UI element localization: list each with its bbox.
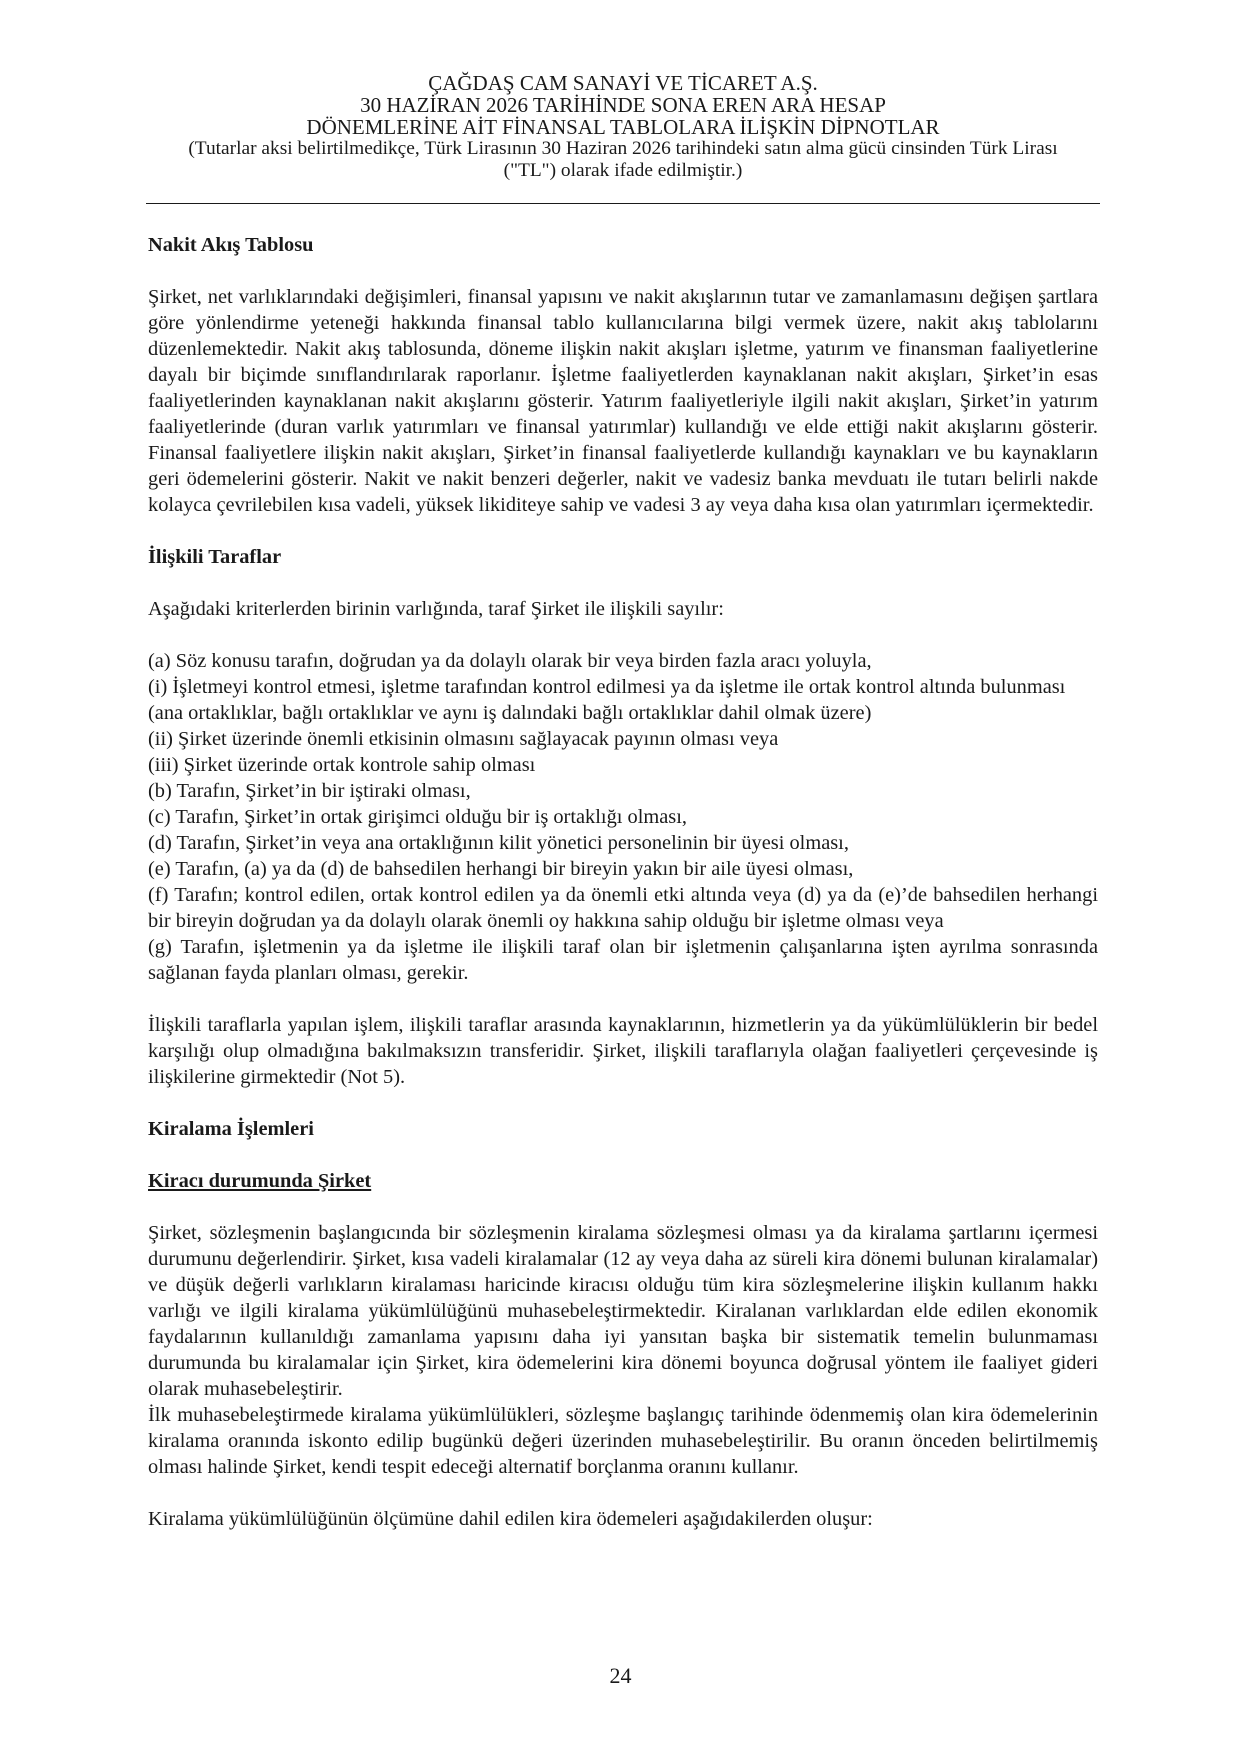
document-body [148, 232, 1098, 1532]
section-heading-leasing: Kiralama İşlemleri [148, 1118, 314, 1140]
list-item: (f) Tarafın; kontrol edilen, ortak kontrol edilen ya da önemli etki altında veya (d) ya da (e)’de bahsedilen herhangi bir bireyin doğrudan ya da dolaylı olarak önemli oy hakkına sahip olduğu bir işletme olması veya [148, 884, 1098, 932]
leasing-paragraph-3: Kiralama yükümlülüğünün ölçümüne dahil edilen kira ödemeleri aşağıdakilerden oluşur: [148, 1508, 873, 1530]
header-company-name: ÇAĞDAŞ CAM SANAYİ VE TİCARET A.Ş. [428, 71, 818, 95]
related-parties-closing: İlişkili taraflarla yapılan işlem, ilişkili taraflar arasında kaynaklarının, hizmetlerin ya da yükümlülüklerin bir bedel karşılığı olup olmadığına bakılmaksızın transferidir. Şirket, ilişkili taraflarıyla olağan faaliyetleri çerçevesinde iş ilişkilerine girmektedir (Not 5). [148, 1014, 1098, 1088]
list-item: (a) Söz konusu tarafın, doğrudan ya da dolaylı olarak bir veya birden fazla aracı yoluyla, [148, 650, 872, 672]
header-title: DÖNEMLERİNE AİT FİNANSAL TABLOLARA İLİŞKİN DİPNOTLAR [306, 115, 940, 139]
related-parties-criteria-list [148, 648, 1098, 986]
cash-flow-paragraph: Şirket, net varlıklarındaki değişimleri, finansal yapısını ve nakit akışlarının tutar ve zamanlamasını değişen şartlara göre yönlendirme yeteneği hakkında finansal tablo kullanıcılarına bilgi vermek üzere, nakit akış tablolarını düzenlemektedir. Nakit akış tablosunda, döneme ilişkin nakit akışları işletme, yatırım ve finansman faaliyetlerine dayalı bir biçimde sınıflandırılarak raporlanır. İşletme faaliyetlerden kaynaklanan nakit akışları, Şirket’in esas faaliyetlerinden kaynaklanan nakit akışlarını gösterir. Yatırım faaliyetleriyle ilgili nakit akışları, Şirket’in yatırım faaliyetlerinde (duran varlık yatırımları ve finansal yatırımlar) kullandığı ve elde ettiği nakit akışlarını gösterir. Finansal faaliyetlere ilişkin nakit akışları, Şirket’in finansal faaliyetlerde kullandığı kaynakları ve bu kaynakların geri ödemelerini gösterir. Nakit ve nakit benzeri değerler, nakit ve vadesiz banka mevduatı ile tutarı belirli nakde kolayca çevrilebilen kısa vadeli, yüksek likiditeye sahip ve vadesi 3 ay veya daha kısa olan yatırımları içermektedir. [148, 286, 1098, 516]
header-rule [146, 203, 1100, 204]
page-number: 24 [609, 1663, 632, 1688]
header-period: 30 HAZİRAN 2026 TARİHİNDE SONA EREN ARA HESAP [360, 93, 886, 117]
list-item: (d) Tarafın, Şirket’in veya ana ortaklığının kilit yönetici personelinin bir üyesi olması, [148, 832, 849, 854]
document-header [146, 72, 1100, 182]
leasing-paragraph-1: Şirket, sözleşmenin başlangıcında bir sözleşmenin kiralama sözleşmesi olması ya da kiralama şartlarını içermesi durumunu değerlendirir. Şirket, kısa vadeli kiralamalar (12 ay veya daha az süreli kira dönemi bulunan kiralamalar) ve düşük değerli varlıkların kiralaması haricinde kiracısı olduğu tüm kira sözleşmelerine ilişkin kullanım hakkı varlığı ve ilgili kiralama yükümlülüğünü muhasebeleştirmektedir. Kiralanan varlıklardan elde edilen ekonomik faydalarının kullanıldığı zamanlama yapısını daha iyi yansıtan başka bir sistematik temelin bulunmaması durumunda bu kiralamalar için Şirket, kira ödemelerini kira dönemi boyunca doğrusal yöntem ile faaliyet gideri olarak muhasebeleştirir. [148, 1222, 1098, 1400]
list-item: (g) Tarafın, işletmenin ya da işletme ile ilişkili taraf olan bir işletmenin çalışanlarına işten ayrılma sonrasında sağlanan fayda planları olması, gerekir. [148, 936, 1098, 984]
section-heading-related-parties: İlişkili Taraflar [148, 546, 282, 568]
list-item: (i) İşletmeyi kontrol etmesi, işletme tarafından kontrol edilmesi ya da işletme ile ortak kontrol altında bulunması (ana ortaklıklar, bağlı ortaklıklar ve aynı iş dalındaki bağlı ortaklıklar dahil olmak üzere) [148, 676, 1066, 724]
header-currency-note: (Tutarlar aksi belirtilmedikçe, Türk Lirasının 30 Haziran 2026 tarihindeki satın alma gücü cinsinden Türk Lirası [188, 138, 1058, 159]
list-item: (ii) Şirket üzerinde önemli etkisinin olmasını sağlayacak payının olması veya [148, 728, 779, 750]
list-item: (c) Tarafın, Şirket’in ortak girişimci olduğu bir iş ortaklığı olması, [148, 806, 688, 828]
list-item: (e) Tarafın, (a) ya da (d) de bahsedilen herhangi bir bireyin yakın bir aile üyesi olması, [148, 858, 854, 880]
subheading-lessee: Kiracı durumunda Şirket [148, 1170, 372, 1192]
list-item: (b) Tarafın, Şirket’in bir iştiraki olması, [148, 780, 471, 802]
section-heading-cash-flow: Nakit Akış Tablosu [148, 234, 314, 256]
related-parties-intro: Aşağıdaki kriterlerden birinin varlığında, taraf Şirket ile ilişkili sayılır: [148, 598, 724, 620]
header-currency-note-cont: ("TL") olarak ifade edilmiştir.) [503, 160, 743, 181]
leasing-paragraph-2: İlk muhasebeleştirmede kiralama yükümlülükleri, sözleşme başlangıç tarihinde ödenmemiş olan kira ödemelerinin kiralama oranında iskonto edilip bugünkü değeri üzerinden muhasebeleştirilir. Bu oranın önceden belirtilmemiş olması halinde Şirket, kendi tespit edeceği alternatif borçlanma oranını kullanır. [148, 1404, 1098, 1478]
list-item: (iii) Şirket üzerinde ortak kontrole sahip olması [148, 754, 536, 776]
